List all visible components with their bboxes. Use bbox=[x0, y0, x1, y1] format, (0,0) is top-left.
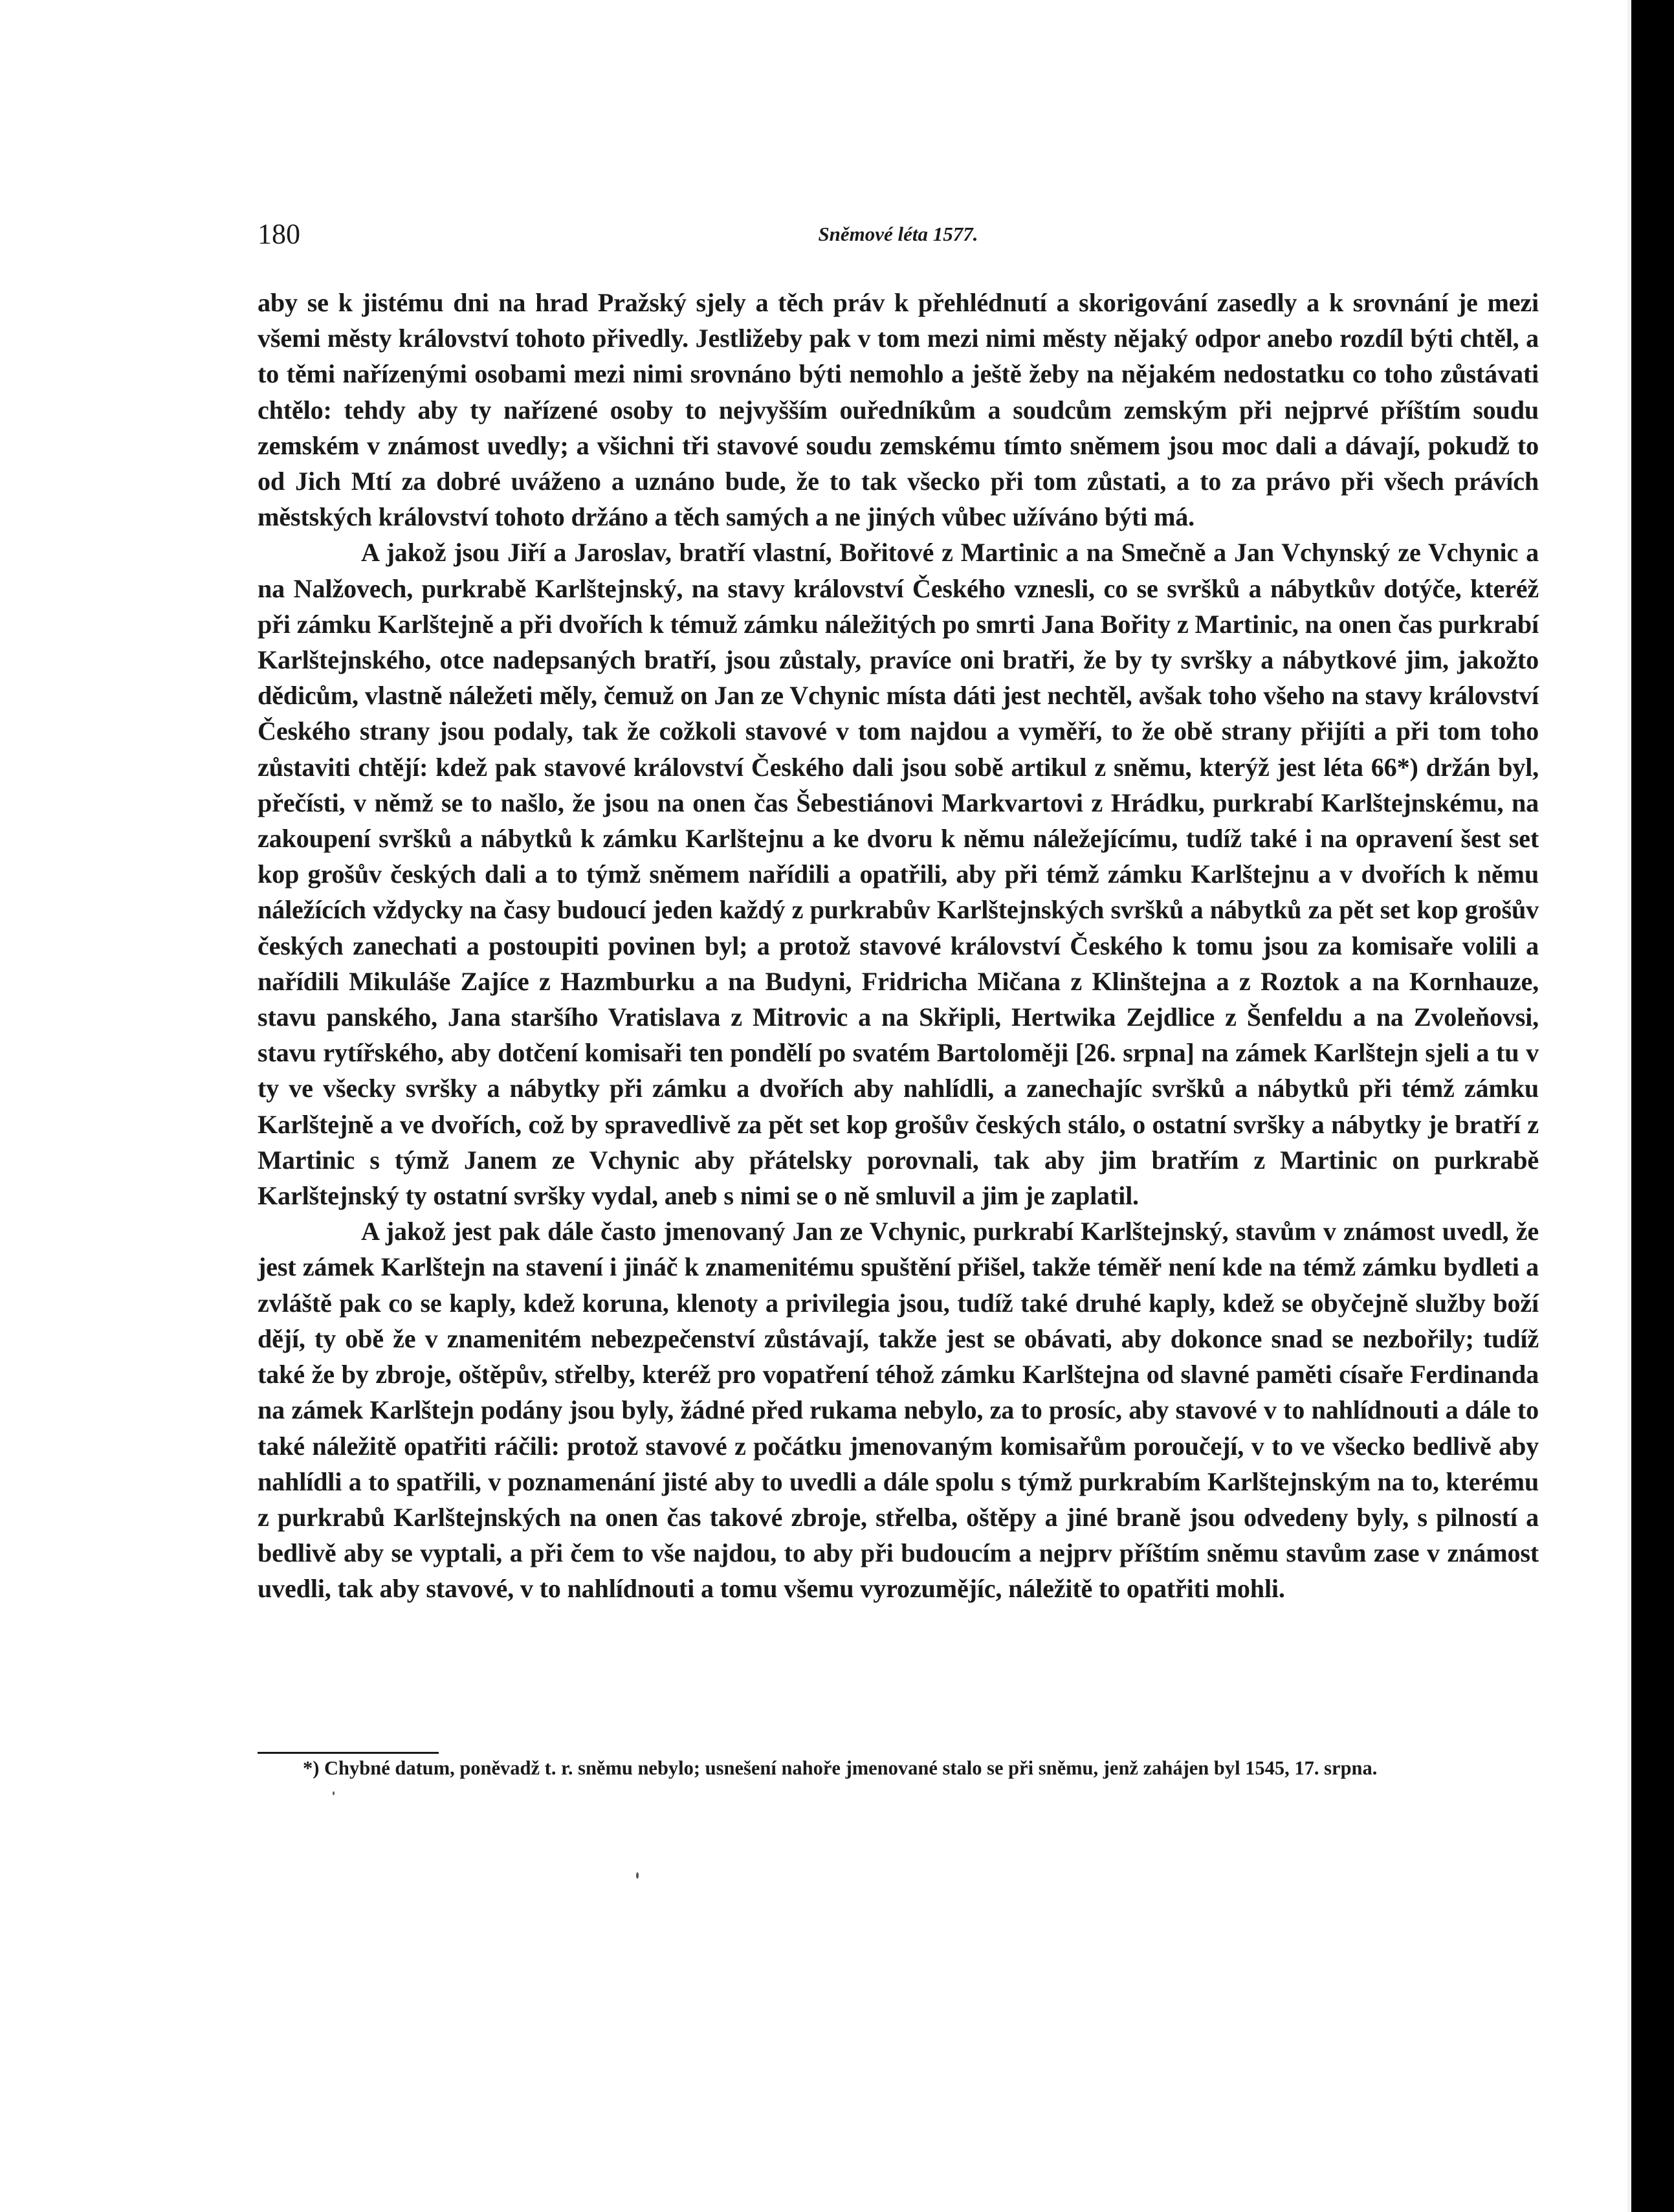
page-header bbox=[258, 215, 1539, 254]
main-text bbox=[258, 285, 1539, 1607]
scan-page-edge bbox=[1631, 0, 1674, 2212]
paragraph-2: A jakož jsou Jiří a Jaroslav, bratří vlastní, Bořitové z Martinic a na Smečně a Jan Vchynský ze Vchynic a na Nalžovech, purkrabě Karlštejnský, na stavy království Českého vznesli, co se svršků a nábytkův dotýče, kteréž při zámku Karlštejně a při dvořích k témuž zámku náležitých po smrti Jana Bořity z Martinic, na onen čas purkrabí Karlštejnského, otce nadepsaných bratří, jsou zůstaly, pravíce oni bratři, že by ty svršky a nábytkové jim, jakožto dědicům, vlastně náležeti měly, čemuž on Jan ze Vchynic místa dáti jest nechtěl, avšak toho všeho na stavy království Českého strany jsou podaly, tak že cožkoli stavové v tom najdou a vyměří, to že obě strany přijíti a při tom toho zůstaviti chtějí: kdež pak stavové království Českého dali jsou sobě artikul z sněmu, kterýž jest léta 66*) držán byl, přečísti, v němž se to našlo, že jsou na onen čas Šebestiánovi Markvartovi z Hrádku, purkrabí Karlštejnskému, na zakoupení svršků a nábytků k zámku Karlštejnu a ke dvoru k němu náležejícímu, tudíž také i na opravení šest set kop grošův českých dali a to týmž sněmem nařídili a opatřili, aby při témž zámku Karlštejnu a v dvořích k němu náležících vždycky na časy budoucí jeden každý z purkrabův Karlštejnských svršků a nábytků za pět set kop grošův českých zanechati a postoupiti povinen byl; a protož stavové království Českého k tomu jsou za komisaře volili a nařídili Mikuláše Zajíce z Hazmburku a na Budyni, Fridricha Mičana z Klinštejna a z Roztok a na Kornhauze, stavu panského, Jana staršího Vratislava z Mitrovic a na Skřipli, Hertwika Zejdlice z Šenfeldu a na Zvoleňovsi, stavu rytířského, aby dotčení komisaři ten pondělí po svatém Bartoloměji [26. srpna] na zámek Karlštejn sjeli a tu v ty ve všecky svršky a nábytky při zámku a dvořích aby nahlídli, a zanechajíc svršků a nábytků při témž zámku Karlštejně a ve dvořích, což by spravedlivě za pět set kop grošův českých stálo, o ostatní svršky a nábytky je bratří z Martinic s týmž Janem ze Vchynic aby přátelsky porovnali, tak aby jim bratřím z Martinic on purkrabě Karlštejnský ty ostatní svršky vydal, aneb s nimi se o ně smluvil a jim je zaplatil. bbox=[258, 538, 1539, 1211]
scan-speck bbox=[333, 1791, 335, 1795]
scan-speck bbox=[636, 1872, 639, 1879]
running-head: Sněmové léta 1577. bbox=[818, 223, 978, 245]
page-number: 180 bbox=[258, 218, 300, 250]
footnote bbox=[258, 1754, 1539, 1782]
paragraph-3: A jakož jest pak dále často jmenovaný Jan ze Vchynic, purkrabí Karlštejnský, stavům v známost uvedl, že jest zámek Karlštejn na stavení i jináč k znamenitému spuštění přišel, takže téměř není kde na témž zámku bydleti a zvláště pak co se kaply, kdež koruna, klenoty a privilegia jsou, tudíž také druhé kaply, kdež se obyčejně služby boží dějí, ty obě že v znamenitém nebezpečenství zůstávají, takže jest se obávati, aby dokonce snad se nezbořily; tudíž také že by zbroje, oštěpův, střelby, kteréž pro vopatření téhož zámku Karlštejna od slavné paměti císaře Ferdinanda na zámek Karlštejn podány jsou byly, žádné před rukama nebylo, za to prosíc, aby stavové v to nahlídnouti a dále to také náležitě opatřiti ráčili: protož stavové z počátku jmenovaným komisařům poroučejí, v to ve všecko bedlivě aby nahlídli a to spatřili, v poznamenání jisté aby to uvedli a dále spolu s týmž purkrabím Karlštejnským na to, kterému z purkrabů Karlštejnských na onen čas takové zbroje, střelba, oštěpy a jiné braně jsou odvedeny byly, s pilností a bedlivě aby se vyptali, a při čem to vše najdou, to aby při budoucím a nejprv příštím sněmu stavům zase v známost uvedli, tak aby stavové, v to nahlídnouti a tomu všemu vyrozumějíc, náležitě to opatřiti mohli. bbox=[258, 1217, 1539, 1604]
footnote-text: *) Chybné datum, poněvadž t. r. sněmu nebylo; usnešení nahoře jmenované stalo se při sněmu, jenž zahájen byl 1545, 17. srpna. bbox=[303, 1757, 1378, 1779]
paragraph-1: aby se k jistému dni na hrad Pražský sjely a těch práv k přehlédnutí a skorigování zasedly a k srovnání je mezi všemi městy království tohoto přivedly. Jestližeby pak v tom mezi nimi městy nějaký odpor anebo rozdíl býti chtěl, a to těmi nařízenými osobami mezi nimi srovnáno býti nemohlo a ještě žeby na nějakém nedostatku co toho zůstávati chtělo: tehdy aby ty nařízené osoby to nejvyšším ouředníkům a soudcům zemským při nejprvé příštím soudu zemském v známost uvedly; a všichni tři stavové soudu zemskému tímto sněmem jsou moc dali a dávají, pokudž to od Jich Mtí za dobré uváženo a uznáno bude, že to tak všecko při tom zůstati, a to za právo při všech právích městských království tohoto držáno a těch samých a ne jiných vůbec užíváno býti má. bbox=[258, 288, 1539, 532]
